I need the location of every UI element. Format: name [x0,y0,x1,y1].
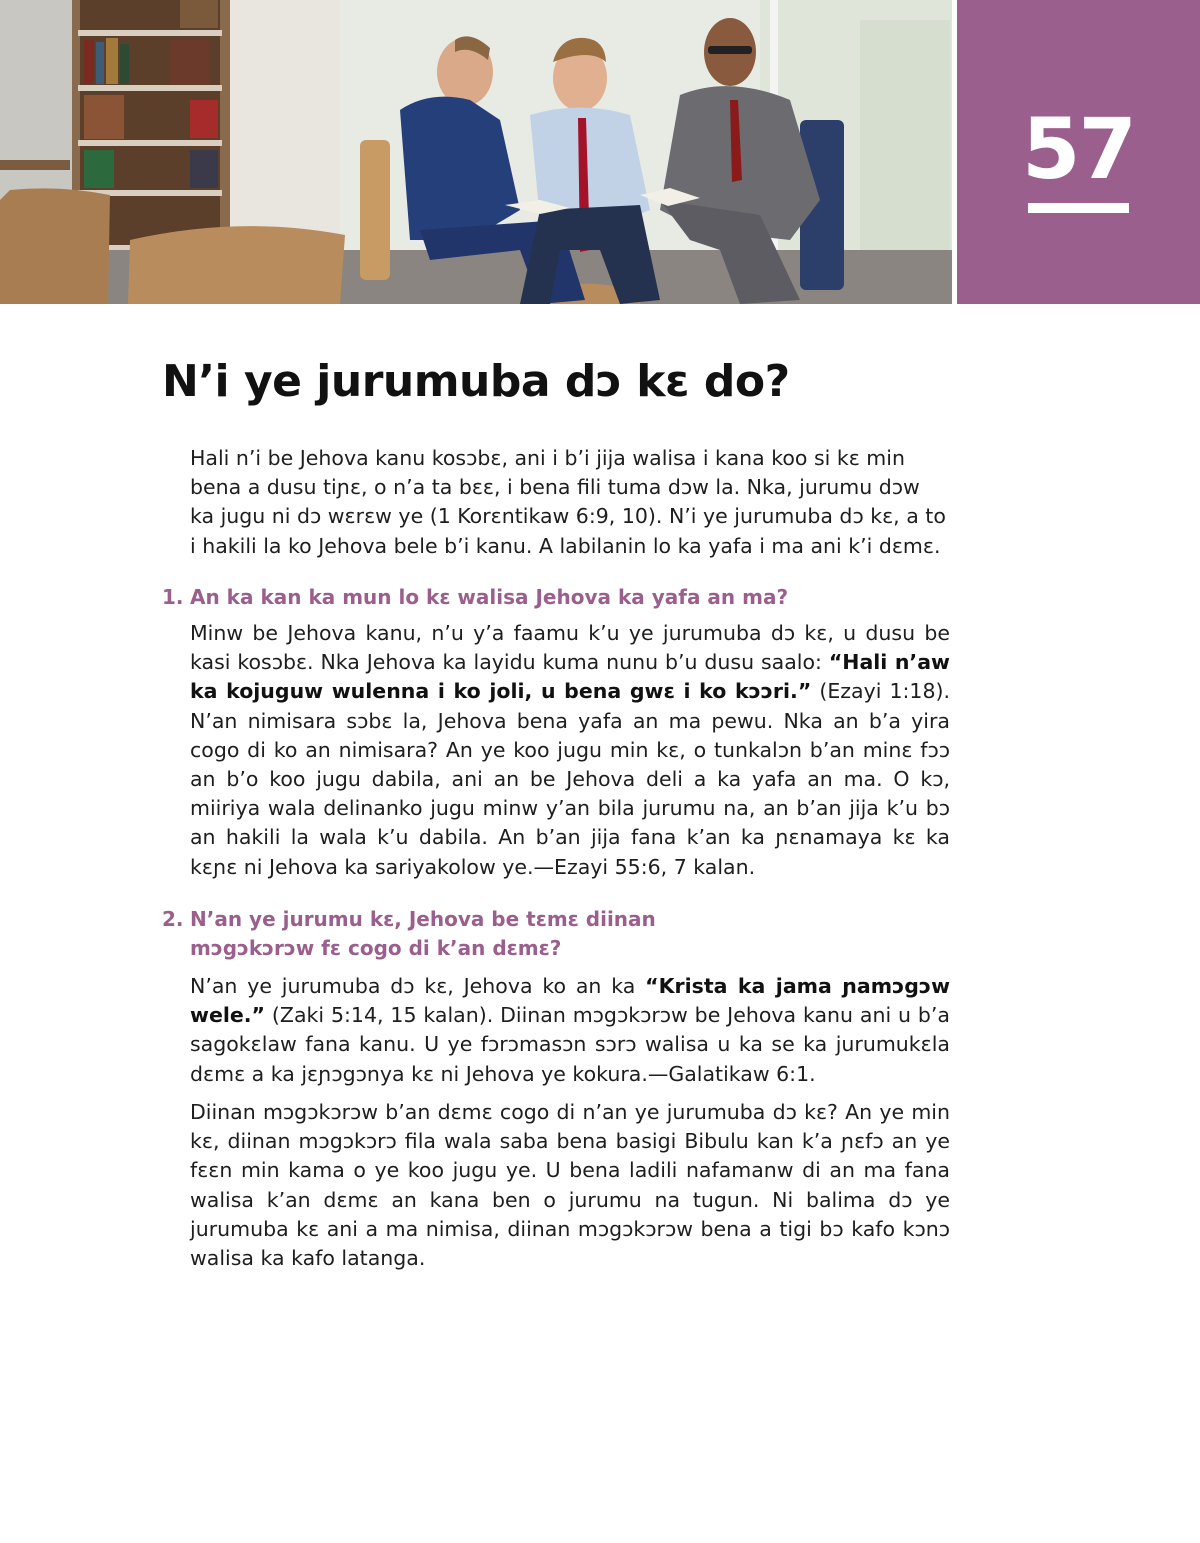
answer-1-paragraph [190,619,950,882]
answer-1-quote: “Hali n’aw ka kojuguw wulenna i ko joli, u bena gwɛ i ko kɔɔri.” [190,650,950,704]
question-2-text-line2: mɔgɔkɔrɔw fɛ cogo di k’an dɛmɛ? [190,936,562,960]
question-2-number: 2. [162,907,184,931]
question-2-heading [162,905,962,963]
hero-photo [0,0,952,304]
photo-three-men-bible-study-icon [0,0,952,304]
lesson-number-box [957,0,1200,304]
question-1-number: 1. [162,585,184,609]
lesson-number-underline [1028,203,1129,213]
answer-2b-paragraph: Diinan mɔgɔkɔrɔw b’an dɛmɛ cogo di n’an ye jurumuba dɔ kɛ? An ye min kɛ, diinan mɔgɔkɔrɔ fila wala saba bena basigi Bibulu kan k’a ɲɛfɔ an ye fɛɛn min kama o ye koo jugu ye. U bena ladili nafamanw di an ma fana walisa k’an dɛmɛ an kana ben o jurumu na tugun. Ni balima dɔ ye jurumuba kɛ ani a ma nimisa, diinan mɔgɔkɔrɔw bena a tigi bɔ kafo kɔnɔ walisa ka kafo latanga. [190,1100,950,1271]
intro-paragraph: Hali n’i be Jehova kanu kosɔbɛ, ani i b’i jija walisa i kana koo si kɛ min bena a dusu tiɲɛ, o n’a ta bɛɛ, i bena fili tuma dɔw la. Nka, jurumu dɔw ka jugu ni dɔ wɛrɛw ye (1 Korɛntikaw 6:9, 10). N’i ye jurumuba dɔ kɛ, a to i hakili la ko Jehova bele b’i kanu. A labilanin lo ka yafa i ma ani k’i dɛmɛ. [190,446,946,558]
answer-2-text-a: N’an ye jurumuba dɔ kɛ, Jehova ko an ka [190,974,646,998]
page-title: N’i ye jurumuba dɔ kɛ do? [162,356,790,407]
lesson-number: 57 [1022,100,1135,198]
question-1-text: An ka kan ka mun lo kɛ walisa Jehova ka yafa an ma? [190,585,789,609]
answer-1-text-b: (Ezayi 1:18). N’an nimisara sɔbɛ la, Jehova bena yafa an ma pewu. Nka an b’a yira cogo di ko an nimisara? An ye koo jugu min kɛ, o tunkalɔn b’an minɛ fɔɔ an b’o koo jugu dabila, ani an be Jehova deli a ka yafa an ma. O kɔ, miiriya wala delinanko jugu minw y’an bila jurumu na, an b’an jija k’u bɔ an hakili la wala k’u dabila. An b’an jija fana k’an ka ɲɛnamaya kɛ ka kɛɲɛ ni Jehova ka sariyakolow ye.—Ezayi 55:6, 7 kalan. [190,679,951,879]
answer-2-text-b: (Zaki 5:14, 15 kalan). Diinan mɔgɔkɔrɔw be Jehova kanu ani u b’a sagokɛlaw fana kanu. U ye fɔrɔmasɔn sɔrɔ walisa u ka se ka jurumukɛla dɛmɛ a ka jɛɲɔgɔnya kɛ ni Jehova ye kokura.—Galatikaw 6:1. [190,1003,950,1086]
question-1-heading [162,583,962,612]
answer-2-quote: “Krista ka jama ɲamɔgɔw wele.” [190,974,951,1028]
question-2-text-line1: N’an ye jurumu kɛ, Jehova be tɛmɛ diinan [190,907,656,931]
answer-2-paragraph [190,972,950,1089]
answer-1-text-a: Minw be Jehova kanu, n’u y’a faamu k’u ye jurumuba dɔ kɛ, u dusu be kasi kosɔbɛ. Nka Jehova ka layidu kuma nunu b’u dusu saalo: [190,621,950,675]
